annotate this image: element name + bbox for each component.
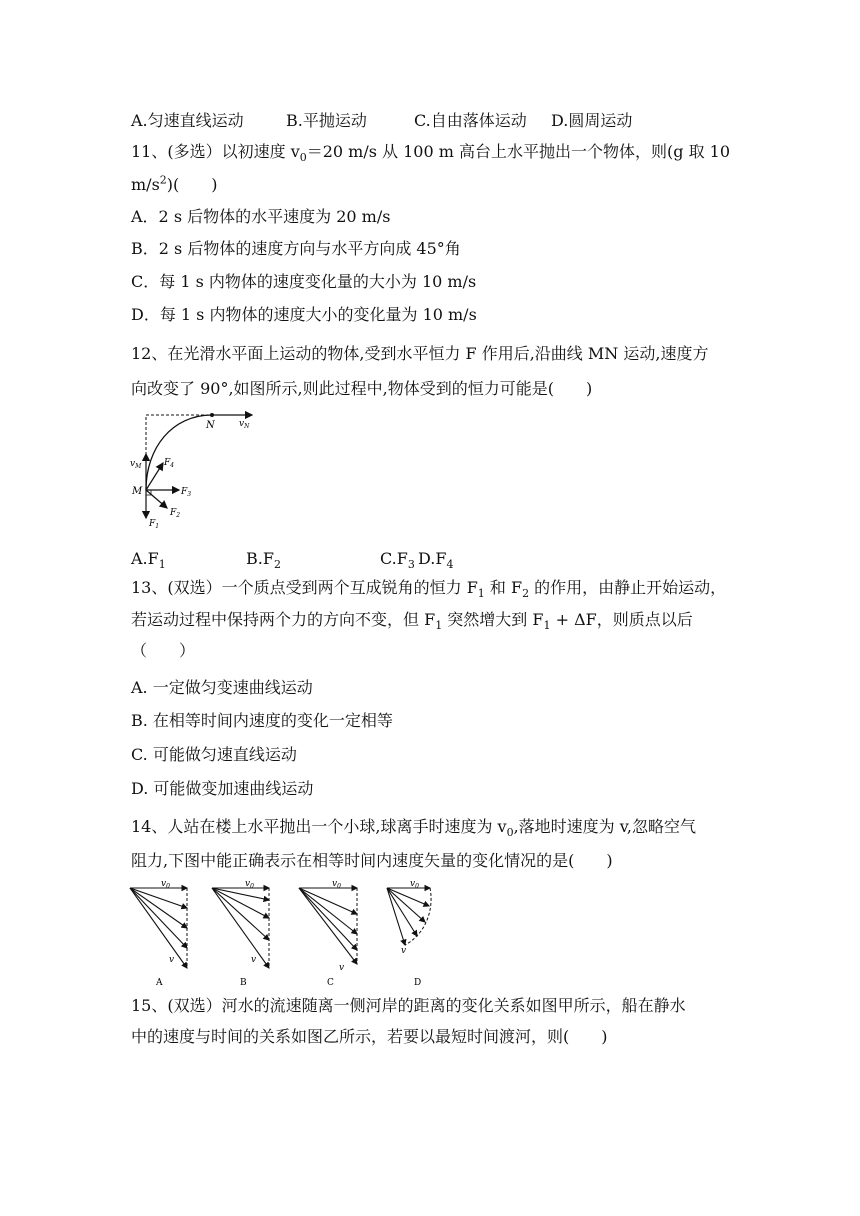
q10-option-c: C.自由落体运动 bbox=[414, 111, 527, 130]
q13-stem-line3: （ ） bbox=[131, 641, 196, 660]
q11-option-a: A．2 s 后物体的水平速度为 20 m/s bbox=[131, 207, 391, 226]
q12-label-m: M bbox=[132, 486, 143, 497]
q14-label-d: D bbox=[414, 978, 422, 988]
q14-panel-d bbox=[387, 879, 431, 988]
svg-text:v0: $v_0$ bbox=[410, 879, 419, 890]
q12-stem-line1: 12、在光滑水平面上运动的物体,受到水平恒力 F 作用后,沿曲线 MN 运动,速度方 bbox=[131, 344, 709, 363]
q14-label-b: B bbox=[240, 978, 247, 988]
q15-stem-line1: 15、(双选）河水的流速随离一侧河岸的距离的变化关系如图甲所示，船在静水 bbox=[131, 996, 686, 1015]
q13-option-c: C. 可能做匀速直线运动 bbox=[131, 745, 297, 764]
q11-stem-line1: 11、(多选）以初速度 $v_0=20$ m/s 从 100 m 高台上水平抛出一个物体，则(g 取 10 bbox=[131, 142, 731, 165]
q12-option-b: $B.F_2$ bbox=[246, 549, 281, 572]
q15-stem-line2: 中的速度与时间的关系如图乙所示，若要以最短时间渡河，则( ) bbox=[131, 1027, 608, 1046]
q14-panel-b bbox=[212, 879, 269, 988]
q12-curve-mn bbox=[146, 415, 212, 490]
q12-stem-line2: 向改变了 90°,如图所示,则此过程中,物体受到的恒力可能是( ) bbox=[131, 379, 593, 398]
q12-label-vn: $v_N$ bbox=[239, 419, 250, 430]
q12-label-f4: $F_4$ bbox=[164, 458, 175, 469]
q14-label-c: C bbox=[327, 978, 334, 988]
q12-label-f2: $F_2$ bbox=[170, 508, 181, 519]
q11-option-b: B．2 s 后物体的速度方向与水平方向成 45°角 bbox=[131, 239, 461, 258]
q14-panel-a bbox=[130, 879, 187, 988]
svg-text:v: v bbox=[251, 955, 257, 965]
q14-stem-line2: 阻力,下图中能正确表示在相等时间内速度矢量的变化情况的是( ) bbox=[131, 851, 613, 870]
q14-figure bbox=[127, 878, 457, 988]
q10-options bbox=[131, 110, 632, 132]
q11-option-d: D．每 1 s 内物体的速度大小的变化量为 10 m/s bbox=[131, 305, 477, 324]
q13-stem-line1: 13、(双选）一个质点受到两个互成锐角的恒力 $F_1$ 和 $F_2$ 的作用，由静止开始运动， bbox=[131, 578, 727, 601]
q12-label-vm: $v_M$ bbox=[130, 459, 142, 470]
q14-stem-line1: 14、人站在楼上水平抛出一个小球,球离手时速度为 $v_0$,落地时速度为 v,忽略空气 bbox=[131, 817, 696, 840]
q11-option-c: C．每 1 s 内物体的速度变化量的大小为 10 m/s bbox=[131, 272, 477, 291]
q13-stem-line2: 若运动过程中保持两个力的方向不变，但 $F_1$ 突然增大到 $F_1 + \Delta F$，则质点以后 bbox=[131, 610, 693, 633]
q10-option-b: B.平抛运动 bbox=[286, 111, 367, 130]
svg-text:v0: $v_0$ bbox=[245, 879, 254, 890]
q12-options bbox=[131, 548, 453, 570]
svg-text:v0: $v_0$ bbox=[161, 879, 170, 890]
q13-option-d: D. 可能做变加速曲线运动 bbox=[131, 779, 314, 798]
q12-option-d: $D.F_4$ bbox=[418, 549, 454, 572]
q13-option-a: A. 一定做匀变速曲线运动 bbox=[131, 678, 313, 697]
svg-text:v: v bbox=[401, 946, 407, 956]
q12-option-c: $C.F_3$ bbox=[380, 549, 415, 572]
q13-option-b: B. 在相等时间内速度的变化一定相等 bbox=[131, 711, 393, 730]
q12-figure bbox=[127, 408, 267, 534]
svg-text:v: v bbox=[339, 963, 345, 973]
q11-stem-line2: $m/s^2$)( ) bbox=[131, 173, 218, 194]
q14-panel-c bbox=[299, 879, 357, 988]
q12-option-a: $A.F_1$ bbox=[131, 549, 166, 572]
svg-text:v0: $v_0$ bbox=[332, 879, 341, 890]
svg-text:v: v bbox=[169, 955, 175, 965]
q10-option-d: D.圆周运动 bbox=[551, 111, 633, 130]
q12-label-n: N bbox=[206, 420, 215, 431]
q14-label-a: A bbox=[156, 978, 163, 988]
q12-label-f1: $F_1$ bbox=[149, 519, 160, 530]
q12-label-f3: $F_3$ bbox=[181, 487, 192, 498]
q10-option-a: A.匀速直线运动 bbox=[131, 111, 244, 130]
